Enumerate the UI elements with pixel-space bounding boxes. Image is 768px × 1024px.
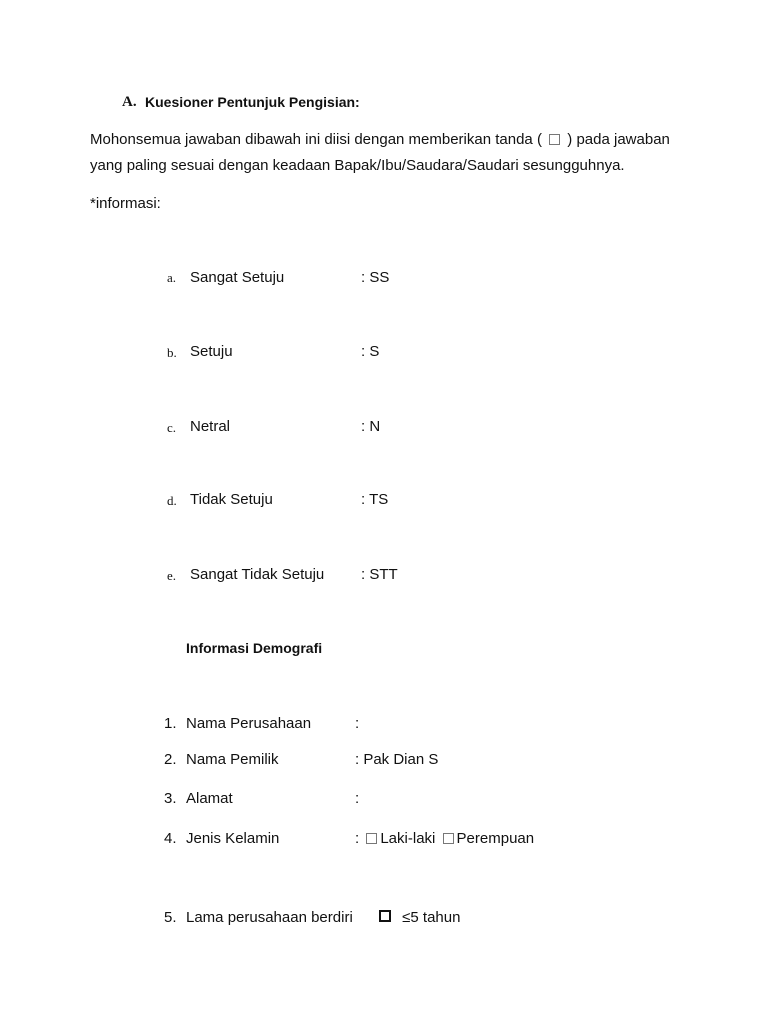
demo-num: 4. (164, 830, 177, 847)
scale-code: : SS (361, 269, 390, 286)
demographics-title: Informasi Demografi (186, 640, 323, 656)
info-label: *informasi: (90, 195, 161, 212)
scale-code: : N (361, 418, 381, 435)
demo-num: 1. (164, 715, 177, 732)
address-field[interactable]: : (355, 790, 360, 807)
scale-label: Sangat Tidak Setuju (190, 566, 325, 583)
owner-name-field[interactable]: : Pak Dian S (355, 751, 439, 768)
gender-male-checkbox[interactable] (366, 833, 377, 844)
gender-options (355, 830, 534, 847)
instruction-text-before: Mohonsemua jawaban dibawah ini diisi dengan memberikan tanda ( (90, 131, 542, 148)
company-age-label: ≤5 tahun (402, 909, 461, 926)
scale-code: : S (361, 343, 380, 360)
company-age-checkbox[interactable] (379, 910, 391, 922)
demo-label: Jenis Kelamin (186, 830, 280, 847)
checkbox-placeholder-icon (549, 134, 560, 145)
gender-colon: : (355, 830, 360, 847)
scale-letter: d. (167, 493, 177, 508)
demo-num: 2. (164, 751, 177, 768)
demo-label: Lama perusahaan berdiri (186, 909, 353, 926)
scale-label: Setuju (190, 343, 233, 360)
instruction-text-after: ) pada jawaban (567, 131, 670, 148)
scale-code: : TS (361, 491, 389, 508)
instruction-line-2: yang paling sesuai dengan keadaan Bapak/Ibu/Saudara/Saudari sesungguhnya. (90, 157, 625, 174)
demo-label: Alamat (186, 790, 233, 807)
instruction-line-1 (90, 131, 670, 148)
demo-num: 5. (164, 909, 177, 926)
demo-label: Nama Pemilik (186, 751, 279, 768)
scale-letter: c. (167, 420, 177, 435)
demo-label: Nama Perusahaan (186, 715, 312, 732)
scale-letter: a. (167, 270, 177, 285)
scale-label: Sangat Setuju (190, 269, 285, 286)
company-age-option (379, 909, 460, 926)
company-name-field[interactable]: : (355, 715, 360, 732)
demo-num: 3. (164, 790, 177, 807)
gender-female-checkbox[interactable] (443, 833, 454, 844)
scale-label: Tidak Setuju (190, 491, 273, 508)
scale-code: : STT (361, 566, 398, 583)
scale-label: Netral (190, 418, 231, 435)
scale-letter: e. (167, 568, 177, 583)
scale-letter: b. (167, 345, 177, 360)
gender-male-label: Laki-laki (380, 830, 436, 847)
section-title: Kuesioner Pentunjuk Pengisian: (145, 94, 360, 110)
section-letter: A. (122, 94, 137, 110)
gender-female-label: Perempuan (456, 830, 535, 847)
